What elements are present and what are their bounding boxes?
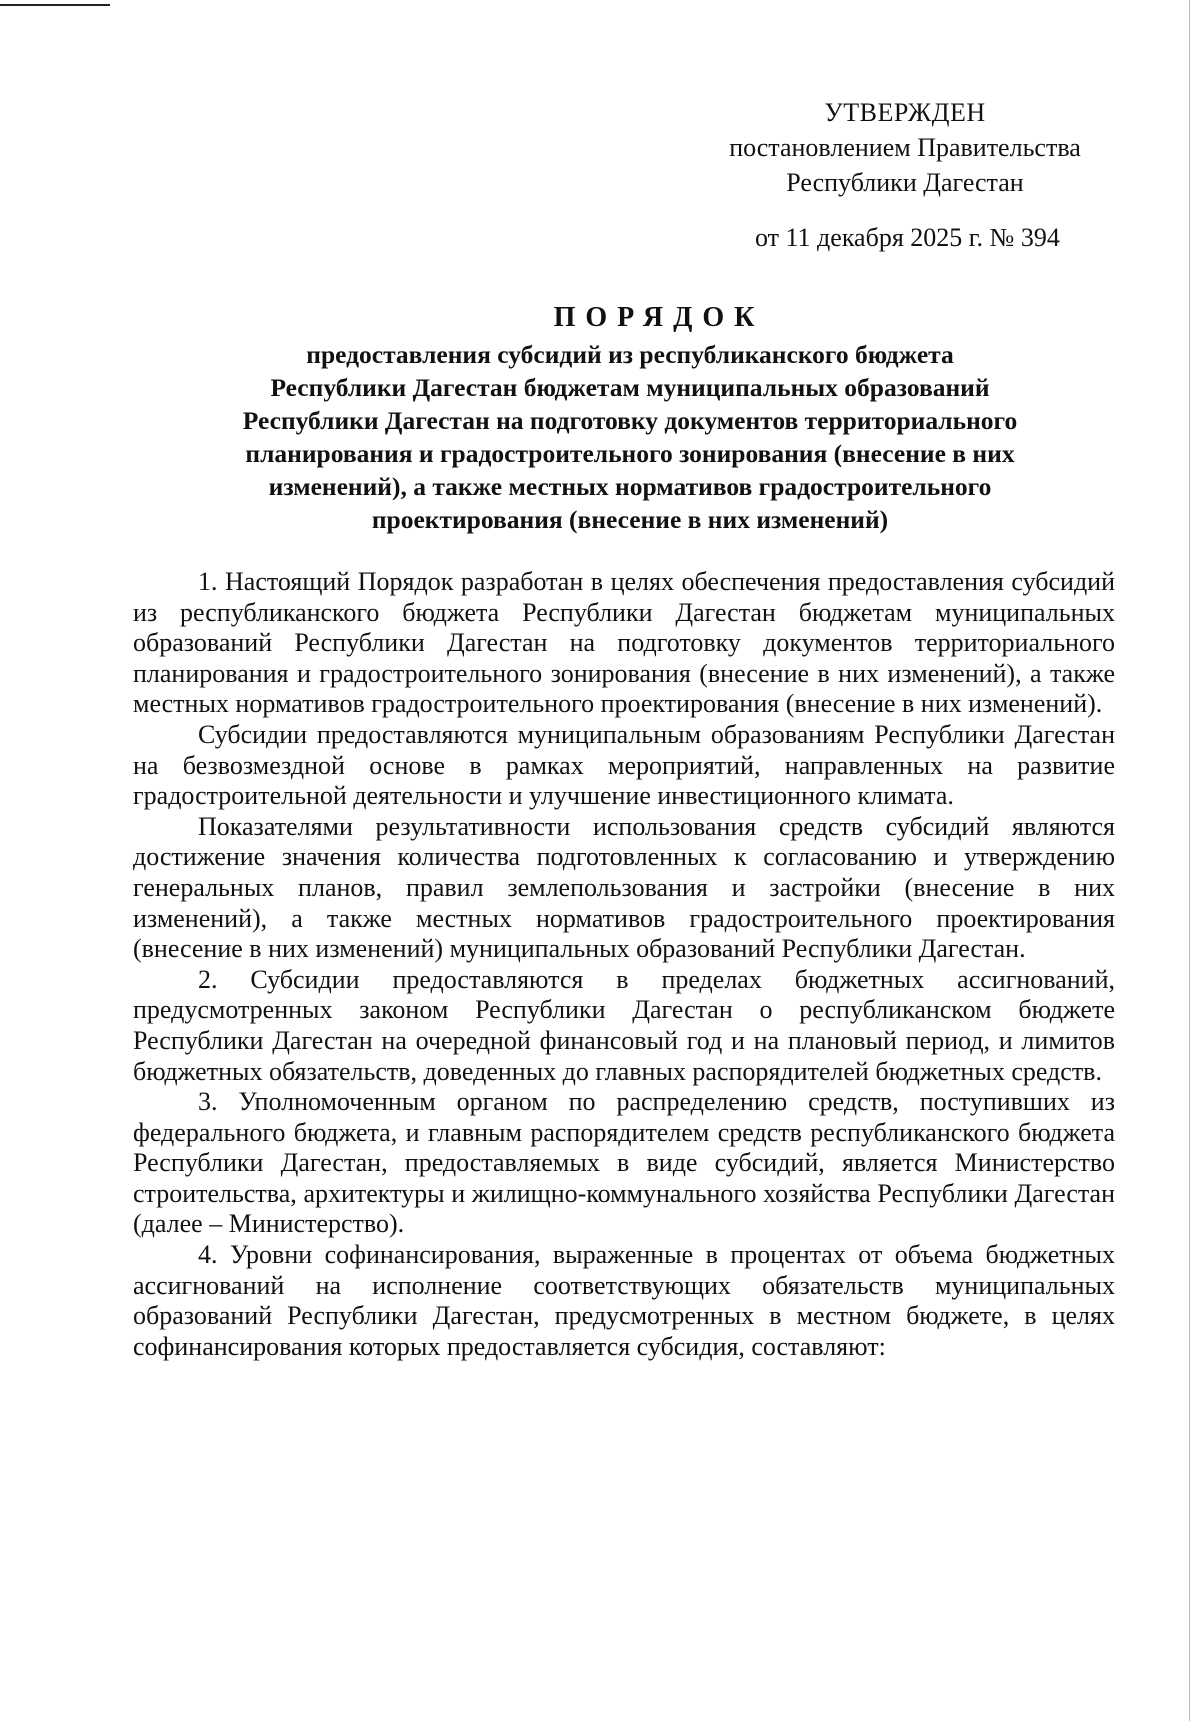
subtitle-line: Республики Дагестан бюджетам муниципальных образований bbox=[270, 373, 990, 402]
approval-line-republic: Республики Дагестан bbox=[786, 168, 1024, 197]
subtitle-line: планирования и градостроительного зонирования (внесение в них bbox=[245, 439, 1015, 468]
paragraph-2: 2. Субсидии предоставляются в пределах бюджетных ассигнований, предусмотренных законом Республики Дагестан о республиканском бюджете Республики Дагестан на очередной финансовый год и на плановый период, и лимитов бюджетных обязательств, доведенных до главных распорядителей бюджетных средств. bbox=[133, 964, 1115, 1086]
subtitle-line: проектирования (внесение в них изменений) bbox=[371, 505, 889, 534]
scan-edge-line bbox=[1189, 0, 1190, 1721]
approval-line-decree: постановлением Правительства bbox=[729, 133, 1081, 162]
approval-heading: УТВЕРЖДЕН bbox=[824, 98, 986, 127]
paragraph-indicators: Показателями результативности использования средств субсидий являются достижение значения количества подготовленных к согласованию и утверждению генеральных планов, правил землепользования и застройки (внесение в них изменений), а также местных нормативов градостроительного проектирования (внесение в них изменений) муниципальных образований Республики Дагестан. bbox=[133, 811, 1115, 964]
subtitle-line: изменений), а также местных нормативов градостроительного bbox=[268, 472, 992, 501]
subtitle-line: Республики Дагестан на подготовку документов территориального bbox=[242, 406, 1018, 435]
document-body bbox=[133, 567, 1115, 1362]
paragraph-4: 4. Уровни софинансирования, выраженные в процентах от объема бюджетных ассигнований на исполнение соответствующих обязательств муниципальных образований Республики Дагестан, предусмотренных в местном бюджете, в целях софинансирования которых предоставляется субсидия, составляют: bbox=[133, 1240, 1115, 1361]
approval-date: от 11 декабря 2025 г. № 394 bbox=[755, 223, 1060, 252]
subtitle-line: предоставления субсидий из республиканского бюджета bbox=[306, 340, 954, 369]
approval-stamp-block bbox=[690, 95, 1120, 200]
paragraph-3: 3. Уполномоченным органом по распределению средств, поступивших из федерального бюджета, и главным распорядителем средств республиканского бюджета Республики Дагестан, предоставляемых в виде субсидий, является Министерство строительства, архитектуры и жилищно-коммунального хозяйства Республики Дагестан (далее – Министерство). bbox=[133, 1087, 1115, 1239]
scan-artifact-line bbox=[0, 4, 110, 6]
paragraph-1: 1. Настоящий Порядок разработан в целях обеспечения предоставления субсидий из республиканского бюджета Республики Дагестан бюджетам муниципальных образований Республики Дагестан на подготовку документов территориального планирования и градостроительного зонирования (внесение в них изменений), а также местных нормативов градостроительного проектирования (внесение в них изменений). bbox=[133, 567, 1115, 719]
paragraph-subsidies-basis: Субсидии предоставляются муниципальным образованиям Республики Дагестан на безвозмездной основе в рамках мероприятий, направленных на развитие градостроительной деятельности и улучшение инвестиционного климата. bbox=[133, 719, 1115, 811]
document-title: ПОРЯДОК bbox=[553, 302, 765, 333]
document-subtitle bbox=[130, 338, 1130, 536]
